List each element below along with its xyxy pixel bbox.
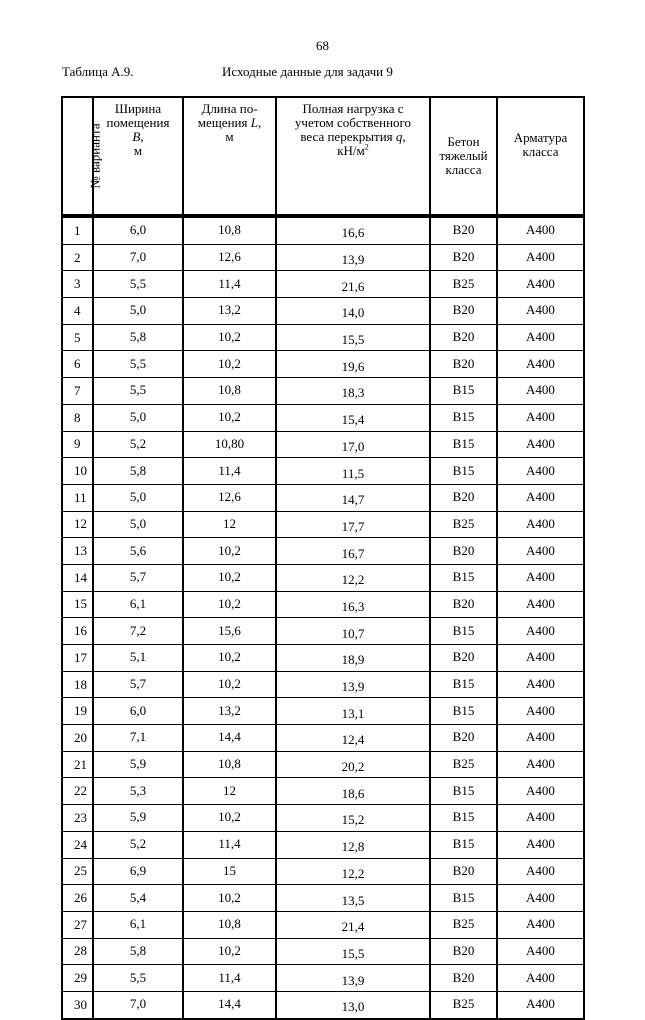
cell-total-load: 12,8 — [276, 831, 430, 858]
cell-total-load: 11,5 — [276, 458, 430, 485]
cell-total-load: 20,2 — [276, 751, 430, 778]
header-load-line1: Полная нагрузка с — [302, 101, 404, 116]
cell-total-load: 19,6 — [276, 351, 430, 378]
cell-rebar-class: A400 — [497, 271, 584, 298]
cell-variant-number: 3 — [62, 271, 93, 298]
header-rebar — [497, 97, 584, 216]
cell-rebar-class: A400 — [497, 671, 584, 698]
cell-room-length: 11,4 — [183, 458, 276, 485]
header-length-line2: мещения — [197, 115, 248, 130]
cell-room-length: 10,2 — [183, 938, 276, 965]
cell-room-length: 10,2 — [183, 404, 276, 431]
cell-room-width: 5,7 — [93, 564, 183, 591]
table-row — [62, 751, 584, 778]
table-caption-title: Исходные данные для задачи 9 — [222, 64, 393, 79]
cell-variant-number: 4 — [62, 298, 93, 325]
cell-total-load: 18,6 — [276, 778, 430, 805]
cell-room-length: 13,2 — [183, 698, 276, 725]
cell-variant-number: 9 — [62, 431, 93, 458]
cell-variant-number: 10 — [62, 458, 93, 485]
cell-room-length: 10,2 — [183, 564, 276, 591]
cell-rebar-class: A400 — [497, 965, 584, 992]
table-row — [62, 324, 584, 351]
cell-total-load: 13,9 — [276, 965, 430, 992]
cell-room-length: 10,2 — [183, 645, 276, 672]
table-row — [62, 991, 584, 1018]
cell-variant-number: 8 — [62, 404, 93, 431]
table-header-row — [62, 97, 584, 216]
cell-rebar-class: A400 — [497, 244, 584, 271]
cell-total-load: 13,9 — [276, 671, 430, 698]
cell-total-load: 13,0 — [276, 991, 430, 1018]
table-row — [62, 216, 584, 244]
cell-room-width: 5,9 — [93, 805, 183, 832]
header-concrete-line2: тяжелый — [439, 148, 488, 163]
header-variant-text: № варианта — [87, 123, 103, 189]
table-row — [62, 885, 584, 912]
table-row — [62, 351, 584, 378]
cell-room-length: 11,4 — [183, 831, 276, 858]
header-concrete-line1: Бетон — [447, 134, 480, 149]
cell-concrete-class: B15 — [430, 564, 497, 591]
cell-total-load: 15,4 — [276, 404, 430, 431]
cell-room-length: 10,2 — [183, 671, 276, 698]
cell-room-length: 10,80 — [183, 431, 276, 458]
cell-concrete-class: B15 — [430, 778, 497, 805]
cell-rebar-class: A400 — [497, 538, 584, 565]
cell-concrete-class: B20 — [430, 298, 497, 325]
cell-rebar-class: A400 — [497, 698, 584, 725]
cell-variant-number: 17 — [62, 645, 93, 672]
cell-concrete-class: B20 — [430, 324, 497, 351]
cell-concrete-class: B15 — [430, 671, 497, 698]
cell-variant-number: 27 — [62, 911, 93, 938]
cell-variant-number: 20 — [62, 725, 93, 752]
cell-rebar-class: A400 — [497, 351, 584, 378]
cell-concrete-class: B25 — [430, 991, 497, 1018]
table-row — [62, 965, 584, 992]
cell-room-length: 12 — [183, 778, 276, 805]
cell-concrete-class: B20 — [430, 938, 497, 965]
cell-room-length: 10,8 — [183, 378, 276, 405]
cell-concrete-class: B25 — [430, 911, 497, 938]
header-width-line2: помещения — [106, 115, 170, 130]
cell-concrete-class: B15 — [430, 831, 497, 858]
cell-rebar-class: A400 — [497, 511, 584, 538]
table-row — [62, 645, 584, 672]
cell-total-load: 15,2 — [276, 805, 430, 832]
table-row — [62, 538, 584, 565]
cell-concrete-class: B15 — [430, 885, 497, 912]
cell-concrete-class: B15 — [430, 618, 497, 645]
cell-total-load: 16,3 — [276, 591, 430, 618]
cell-rebar-class: A400 — [497, 484, 584, 511]
table-row — [62, 378, 584, 405]
header-length-line2-wrap: мещения L, — [197, 115, 262, 130]
cell-variant-number: 21 — [62, 751, 93, 778]
cell-rebar-class: A400 — [497, 885, 584, 912]
table-row — [62, 858, 584, 885]
table-row — [62, 618, 584, 645]
cell-total-load: 16,6 — [276, 216, 430, 244]
table-row — [62, 511, 584, 538]
cell-concrete-class: B15 — [430, 805, 497, 832]
cell-room-length: 12,6 — [183, 244, 276, 271]
cell-room-width: 5,9 — [93, 751, 183, 778]
cell-total-load: 12,2 — [276, 564, 430, 591]
cell-room-length: 10,8 — [183, 751, 276, 778]
table-row — [62, 404, 584, 431]
header-length-line1: Длина по- — [201, 101, 258, 116]
cell-room-length: 11,4 — [183, 271, 276, 298]
header-length — [183, 97, 276, 216]
header-concrete-line3: класса — [445, 162, 482, 177]
cell-room-width: 6,1 — [93, 591, 183, 618]
cell-concrete-class: B20 — [430, 538, 497, 565]
cell-total-load: 12,4 — [276, 725, 430, 752]
cell-concrete-class: B15 — [430, 378, 497, 405]
cell-rebar-class: A400 — [497, 805, 584, 832]
cell-room-length: 12 — [183, 511, 276, 538]
table-row — [62, 778, 584, 805]
cell-room-length: 11,4 — [183, 965, 276, 992]
cell-room-width: 5,4 — [93, 885, 183, 912]
header-rebar-line1: Арматура — [513, 130, 568, 145]
cell-variant-number: 1 — [62, 216, 93, 244]
cell-room-length: 10,2 — [183, 351, 276, 378]
cell-rebar-class: A400 — [497, 404, 584, 431]
cell-room-width: 6,1 — [93, 911, 183, 938]
table-row — [62, 564, 584, 591]
cell-room-length: 15 — [183, 858, 276, 885]
cell-room-length: 10,2 — [183, 538, 276, 565]
cell-room-length: 14,4 — [183, 725, 276, 752]
cell-total-load: 16,7 — [276, 538, 430, 565]
cell-variant-number: 24 — [62, 831, 93, 858]
cell-rebar-class: A400 — [497, 778, 584, 805]
table-row — [62, 831, 584, 858]
table-row — [62, 591, 584, 618]
cell-room-width: 5,7 — [93, 671, 183, 698]
cell-concrete-class: B15 — [430, 431, 497, 458]
cell-total-load: 14,7 — [276, 484, 430, 511]
cell-variant-number: 30 — [62, 991, 93, 1018]
table-row — [62, 938, 584, 965]
cell-room-length: 13,2 — [183, 298, 276, 325]
cell-room-length: 10,2 — [183, 591, 276, 618]
header-variant — [62, 97, 103, 216]
cell-concrete-class: B20 — [430, 965, 497, 992]
cell-variant-number: 7 — [62, 378, 93, 405]
cell-rebar-class: A400 — [497, 831, 584, 858]
cell-rebar-class: A400 — [497, 216, 584, 244]
page-number: 68 — [316, 38, 329, 53]
cell-room-width: 5,5 — [93, 351, 183, 378]
cell-concrete-class: B20 — [430, 351, 497, 378]
cell-concrete-class: B20 — [430, 858, 497, 885]
table-row — [62, 805, 584, 832]
header-concrete — [430, 97, 497, 216]
cell-concrete-class: B25 — [430, 751, 497, 778]
cell-room-length: 10,8 — [183, 216, 276, 244]
header-length-unit: м — [225, 129, 234, 144]
cell-room-width: 5,8 — [93, 324, 183, 351]
cell-total-load: 17,0 — [276, 431, 430, 458]
cell-room-length: 10,2 — [183, 805, 276, 832]
table-row — [62, 458, 584, 485]
cell-rebar-class: A400 — [497, 938, 584, 965]
cell-total-load: 17,7 — [276, 511, 430, 538]
table-row — [62, 431, 584, 458]
cell-rebar-class: A400 — [497, 858, 584, 885]
cell-concrete-class: B15 — [430, 698, 497, 725]
cell-variant-number: 16 — [62, 618, 93, 645]
table-row — [62, 911, 584, 938]
cell-room-width: 5,1 — [93, 645, 183, 672]
cell-room-width: 5,8 — [93, 938, 183, 965]
header-length-symbol: L — [250, 115, 258, 130]
header-width-line1: Ширина — [114, 101, 162, 116]
table-row — [62, 725, 584, 752]
cell-total-load: 21,6 — [276, 271, 430, 298]
header-load-symbol: q — [395, 129, 403, 144]
table-body — [62, 216, 584, 1019]
cell-variant-number: 28 — [62, 938, 93, 965]
cell-rebar-class: A400 — [497, 725, 584, 752]
cell-variant-number: 14 — [62, 564, 93, 591]
cell-variant-number: 19 — [62, 698, 93, 725]
cell-room-length: 15,6 — [183, 618, 276, 645]
cell-room-width: 6,9 — [93, 858, 183, 885]
cell-room-width: 7,0 — [93, 244, 183, 271]
cell-room-width: 5,3 — [93, 778, 183, 805]
cell-room-length: 14,4 — [183, 991, 276, 1018]
header-load-unit: кН/м — [337, 143, 365, 158]
cell-total-load: 21,4 — [276, 911, 430, 938]
header-width-unit: м — [133, 143, 143, 158]
cell-room-length: 10,2 — [183, 324, 276, 351]
header-load-line3-wrap: веса перекрытия q, — [300, 129, 406, 144]
cell-concrete-class: B15 — [430, 404, 497, 431]
cell-room-width: 6,0 — [93, 216, 183, 244]
cell-room-width: 7,0 — [93, 991, 183, 1018]
cell-variant-number: 11 — [62, 484, 93, 511]
table-row — [62, 671, 584, 698]
cell-room-width: 7,2 — [93, 618, 183, 645]
cell-total-load: 13,1 — [276, 698, 430, 725]
cell-rebar-class: A400 — [497, 591, 584, 618]
cell-concrete-class: B20 — [430, 216, 497, 244]
cell-total-load: 10,7 — [276, 618, 430, 645]
cell-total-load: 13,9 — [276, 244, 430, 271]
table-row — [62, 271, 584, 298]
cell-variant-number: 26 — [62, 885, 93, 912]
cell-total-load: 15,5 — [276, 938, 430, 965]
cell-total-load: 18,3 — [276, 378, 430, 405]
cell-variant-number: 5 — [62, 324, 93, 351]
header-load-line3: веса перекрытия — [300, 129, 393, 144]
cell-room-width: 6,0 — [93, 698, 183, 725]
cell-variant-number: 15 — [62, 591, 93, 618]
cell-room-width: 5,0 — [93, 511, 183, 538]
cell-rebar-class: A400 — [497, 324, 584, 351]
cell-variant-number: 12 — [62, 511, 93, 538]
cell-room-width: 5,6 — [93, 538, 183, 565]
cell-rebar-class: A400 — [497, 751, 584, 778]
cell-rebar-class: A400 — [497, 458, 584, 485]
cell-total-load: 18,9 — [276, 645, 430, 672]
cell-room-width: 5,5 — [93, 271, 183, 298]
header-load — [276, 97, 430, 216]
cell-rebar-class: A400 — [497, 298, 584, 325]
cell-room-width: 5,2 — [93, 831, 183, 858]
cell-rebar-class: A400 — [497, 645, 584, 672]
cell-room-width: 5,0 — [93, 484, 183, 511]
table-row — [62, 484, 584, 511]
header-width-symbol: B — [132, 129, 141, 144]
cell-total-load: 14,0 — [276, 298, 430, 325]
cell-variant-number: 13 — [62, 538, 93, 565]
cell-concrete-class: B15 — [430, 458, 497, 485]
header-width-symbol-line: B, — [132, 129, 144, 144]
cell-concrete-class: B20 — [430, 591, 497, 618]
initial-data-table — [61, 96, 585, 1020]
cell-variant-number: 25 — [62, 858, 93, 885]
table-caption-label: Таблица А.9. — [62, 64, 134, 79]
cell-rebar-class: A400 — [497, 991, 584, 1018]
cell-concrete-class: B20 — [430, 244, 497, 271]
table-row — [62, 298, 584, 325]
cell-room-width: 5,0 — [93, 298, 183, 325]
cell-rebar-class: A400 — [497, 911, 584, 938]
table-row — [62, 698, 584, 725]
cell-concrete-class: B20 — [430, 484, 497, 511]
cell-total-load: 15,5 — [276, 324, 430, 351]
cell-room-width: 7,1 — [93, 725, 183, 752]
header-width — [93, 97, 183, 216]
cell-variant-number: 18 — [62, 671, 93, 698]
cell-rebar-class: A400 — [497, 431, 584, 458]
cell-variant-number: 2 — [62, 244, 93, 271]
cell-room-length: 10,8 — [183, 911, 276, 938]
cell-total-load: 12,2 — [276, 858, 430, 885]
header-load-line2: учетом собственного — [294, 115, 412, 130]
cell-total-load: 13,5 — [276, 885, 430, 912]
cell-variant-number: 22 — [62, 778, 93, 805]
cell-room-width: 5,0 — [93, 404, 183, 431]
cell-room-width: 5,5 — [93, 378, 183, 405]
cell-rebar-class: A400 — [497, 564, 584, 591]
cell-concrete-class: B20 — [430, 725, 497, 752]
cell-concrete-class: B25 — [430, 511, 497, 538]
cell-room-width: 5,8 — [93, 458, 183, 485]
cell-rebar-class: A400 — [497, 378, 584, 405]
cell-rebar-class: A400 — [497, 618, 584, 645]
header-rebar-line2: класса — [522, 144, 559, 159]
cell-room-width: 5,5 — [93, 965, 183, 992]
cell-room-width: 5,2 — [93, 431, 183, 458]
cell-concrete-class: B20 — [430, 645, 497, 672]
header-load-unit-sup: 2 — [364, 142, 369, 152]
cell-variant-number: 23 — [62, 805, 93, 832]
table-row — [62, 244, 584, 271]
cell-variant-number: 6 — [62, 351, 93, 378]
cell-variant-number: 29 — [62, 965, 93, 992]
cell-room-length: 12,6 — [183, 484, 276, 511]
header-load-unit-wrap — [277, 144, 429, 158]
cell-concrete-class: B25 — [430, 271, 497, 298]
cell-room-length: 10,2 — [183, 885, 276, 912]
